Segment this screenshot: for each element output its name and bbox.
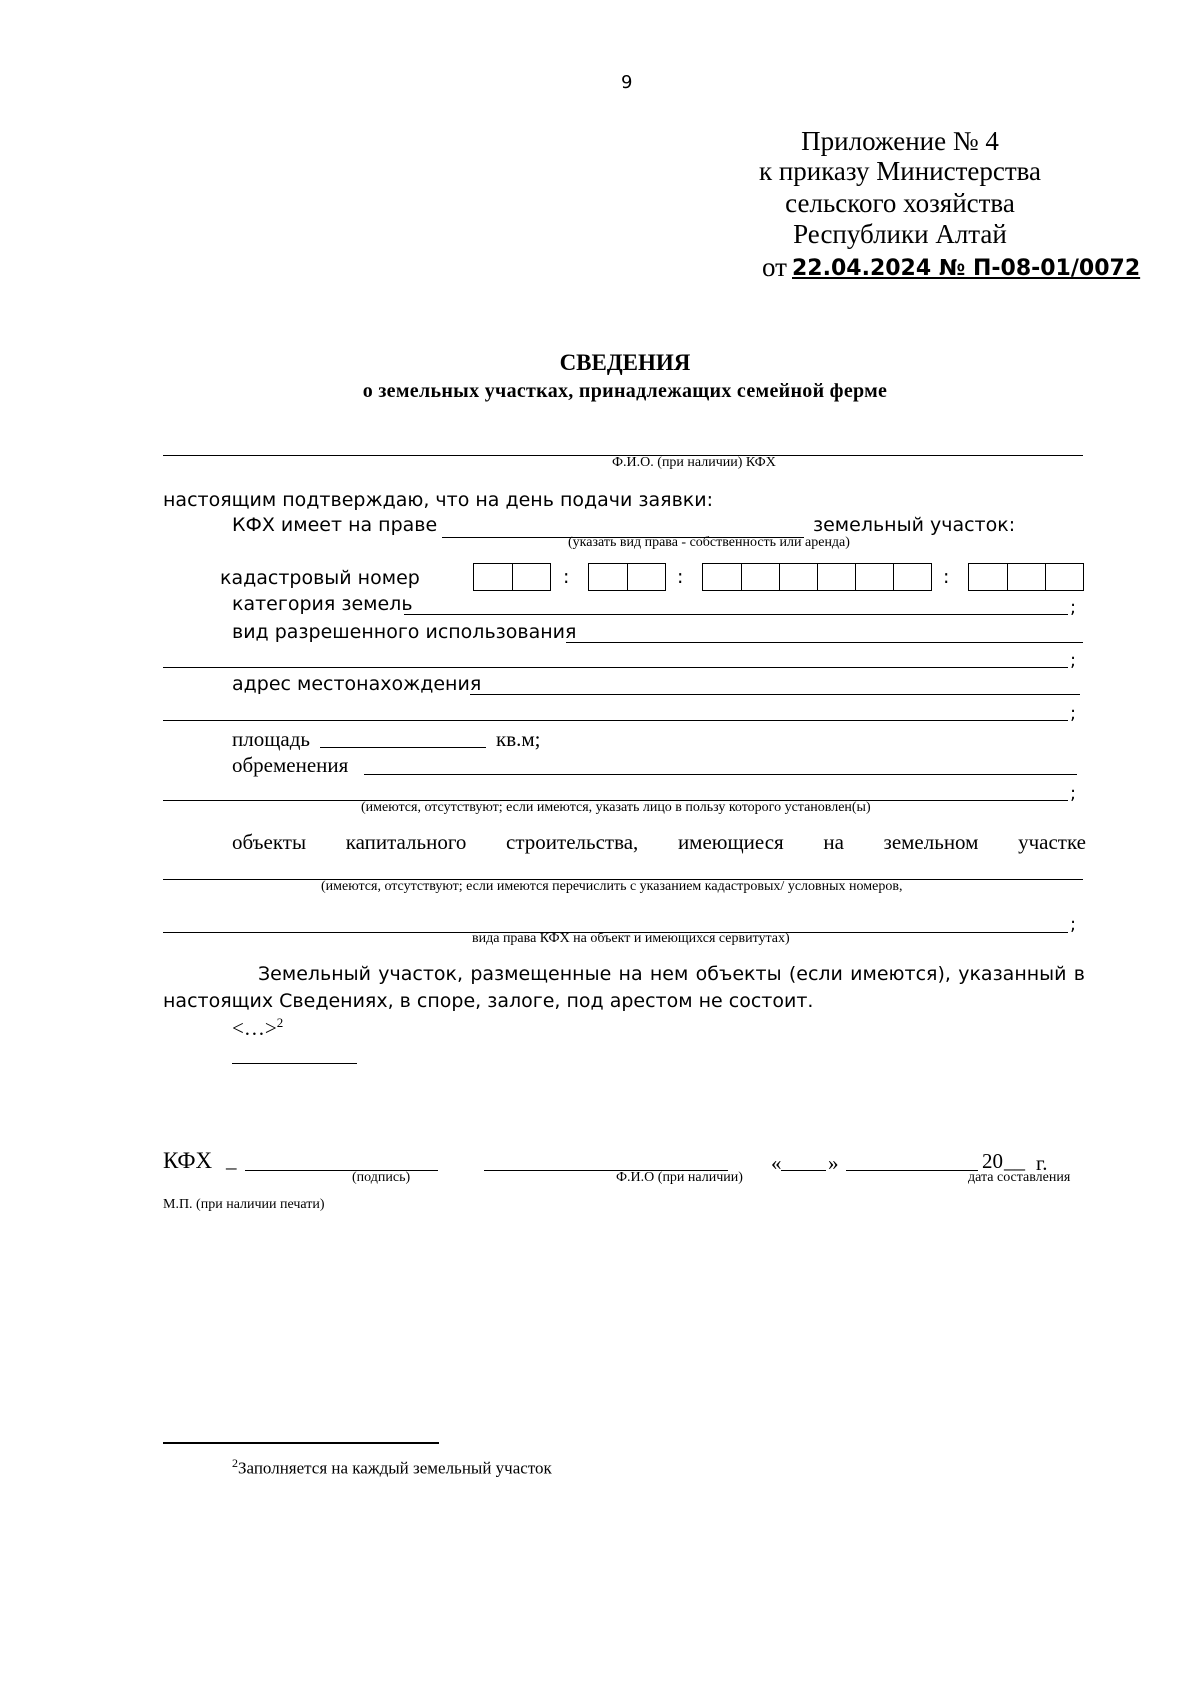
permitted-use-blank-1[interactable] (566, 642, 1083, 643)
address-blank-2[interactable] (163, 720, 1068, 721)
appendix-line-3: сельского хозяйства (785, 188, 1015, 218)
address-blank-1[interactable] (470, 694, 1080, 695)
capital-word: объекты (232, 830, 307, 854)
encumbrance-semicolon: ; (1070, 783, 1077, 804)
capital-word: капитального (345, 830, 467, 854)
encumbrance-blank-1[interactable] (364, 774, 1077, 775)
right-type-hint: (указать вид права - собственность или аренда) (568, 535, 850, 550)
stamp-note: М.П. (при наличии печати) (163, 1197, 325, 1212)
permitted-use-semicolon: ; (1070, 650, 1077, 671)
capital-objects-sentence (232, 830, 1086, 855)
date-month-blank[interactable] (846, 1170, 978, 1171)
cadastral-box-group-4[interactable] (968, 563, 1084, 591)
date-quote-close: » (828, 1151, 839, 1175)
signature-hint: (подпись) (352, 1170, 411, 1185)
permitted-use-blank-2[interactable] (163, 667, 1068, 668)
footnote (232, 1456, 552, 1479)
address-semicolon: ; (1070, 703, 1077, 724)
encumbrance-label: обременения (232, 753, 349, 777)
objects-semicolon: ; (1070, 914, 1077, 935)
area-blank[interactable] (320, 747, 486, 748)
capital-word: участке (1018, 830, 1086, 854)
ellipsis-underline (232, 1063, 357, 1064)
category-label: категория земель (232, 593, 413, 615)
signer-fio-hint: Ф.И.О (при наличии) (616, 1170, 743, 1185)
date-hint: дата составления (968, 1170, 1071, 1185)
category-semicolon: ; (1070, 597, 1077, 618)
confirm-text: настоящим подтверждаю, что на день подачи заявки: (163, 489, 714, 511)
permitted-use-label: вид разрешенного использования (232, 621, 577, 643)
document-subtitle: о земельных участках, принадлежащих семейной ферме (362, 380, 888, 402)
date-year-blank[interactable]: __ (1004, 1149, 1025, 1173)
date-day-blank[interactable] (781, 1170, 826, 1171)
area-label: площадь (232, 727, 310, 751)
page-number: 9 (621, 72, 633, 93)
capital-word: на (823, 830, 844, 854)
area-unit: кв.м; (496, 727, 541, 751)
kfh-has-right-label: КФХ имеет на праве (232, 514, 438, 536)
statement-line-1: Земельный участок, размещенные на нем объекты (если имеются), указанный в (258, 963, 1085, 985)
appendix-from-prefix: от (762, 252, 787, 282)
appendix-line-4: Республики Алтай (793, 219, 1007, 249)
land-plot-label: земельный участок: (813, 514, 1016, 536)
statement-line-2: настоящих Сведениях, в споре, залоге, под арестом не состоит. (163, 990, 814, 1012)
encumbrance-hint: (имеются, отсутствуют; если имеются, указать лицо в пользу которого установлен(ы) (361, 800, 871, 815)
cadastral-separator-1: : (563, 566, 570, 588)
fio-hint: Ф.И.О. (при наличии) КФХ (612, 455, 776, 470)
footnote-text: Заполняется на каждый земельный участок (238, 1458, 552, 1478)
footnote-number: 2 (232, 1456, 238, 1470)
kfh-signature-label: КФХ (163, 1148, 213, 1173)
objects-hint-2: вида права КФХ на объект и имеющихся сервитутах) (472, 931, 790, 946)
appendix-line-2: к приказу Министерства (758, 156, 1042, 186)
cadastral-label: кадастровый номер (220, 567, 420, 589)
category-blank[interactable] (404, 614, 1068, 615)
objects-hint-1: (имеются, отсутствуют; если имеются перечислить с указанием кадастровых/ условных номеров, (321, 879, 903, 894)
capital-word: имеющиеся (677, 830, 784, 854)
ellipsis-marker: <…>$^2$ (232, 1015, 284, 1040)
cadastral-box-group-2[interactable] (588, 563, 666, 591)
date-quote-open: « (771, 1151, 782, 1175)
order-reference: 22.04.2024 № П-08-01/0072 (792, 256, 1141, 281)
date-year-suffix: г. (1036, 1151, 1048, 1175)
document-title: СВЕДЕНИЯ (559, 350, 691, 375)
footnote-separator (163, 1442, 439, 1444)
cadastral-separator-3: : (943, 566, 950, 588)
capital-word: земельном (883, 830, 979, 854)
signature-dash: _ (226, 1148, 237, 1172)
capital-word: строительства, (506, 830, 639, 854)
cadastral-separator-2: : (677, 566, 684, 588)
date-year-prefix: 20 (982, 1149, 1003, 1173)
address-label: адрес местонахождения (232, 673, 482, 695)
cadastral-box-group-1[interactable] (473, 563, 551, 591)
cadastral-box-group-3[interactable] (702, 563, 932, 591)
footnote-reference: 2 (276, 1015, 284, 1030)
appendix-line-1: Приложение № 4 (801, 126, 999, 156)
